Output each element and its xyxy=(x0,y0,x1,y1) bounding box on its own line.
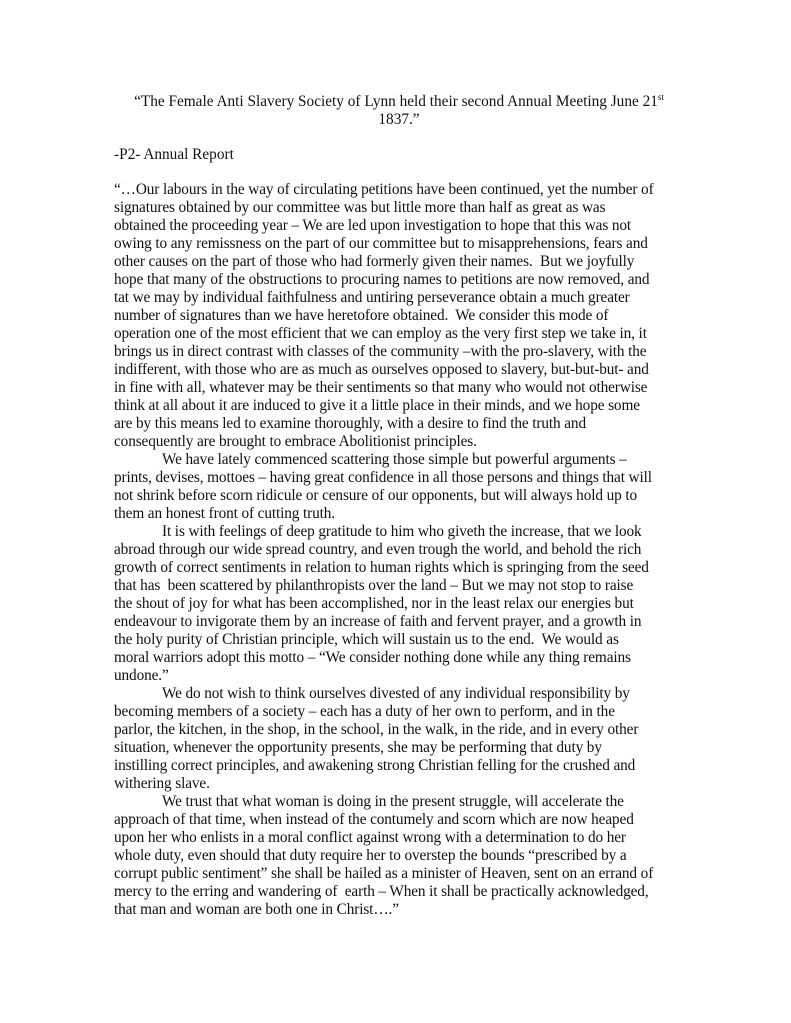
text-line: becoming members of a society – each has a duty of her own to perform, and in the xyxy=(114,703,615,720)
text-line: the shout of joy for what has been accomplished, nor in the least relax our energies but xyxy=(114,595,634,612)
text-line: operation one of the most efficient that we can employ as the very first step we take in, it xyxy=(114,325,647,342)
text-line: hope that many of the obstructions to procuring names to petitions are now removed, and xyxy=(114,271,650,288)
text-line: them an honest front of cutting truth. xyxy=(114,505,336,522)
text-line: We have lately commenced scattering those simple but powerful arguments – xyxy=(162,451,627,468)
text-line: undone.” xyxy=(114,667,169,684)
text-line: whole duty, even should that duty require her to overstep the bounds “prescribed by a xyxy=(114,847,627,864)
document-title xyxy=(114,93,684,129)
text-line: the holy purity of Christian principle, which will sustain us to the end. We would as xyxy=(114,631,619,648)
text-line: consequently are brought to embrace Abolitionist principles. xyxy=(114,433,477,450)
text-line: in fine with all, whatever may be their sentiments so that many who would not otherwise xyxy=(114,379,648,396)
text-line: corrupt public sentiment” she shall be hailed as a minister of Heaven, sent on an errand of xyxy=(114,865,654,882)
paragraph-3 xyxy=(114,523,684,685)
text-line: obtained the proceeding year – We are led upon investigation to hope that this was not xyxy=(114,217,632,234)
text-line: upon her who enlists in a moral conflict against wrong with a determination to do her xyxy=(114,829,626,846)
text-line: growth of correct sentiments in relation to human rights which is springing from the seed xyxy=(114,559,649,576)
section-heading: -P2- Annual Report xyxy=(114,146,234,163)
text-line: situation, whenever the opportunity presents, she may be performing that duty by xyxy=(114,739,602,756)
text-line: withering slave. xyxy=(114,775,210,792)
title-line-1: “The Female Anti Slavery Society of Lynn held their second Annual Meeting June 21 xyxy=(134,93,658,110)
title-line-2: 1837.” xyxy=(378,111,420,128)
text-line: We trust that what woman is doing in the present struggle, will accelerate the xyxy=(162,793,624,810)
text-line: abroad through our wide spread country, and even trough the world, and behold the rich xyxy=(114,541,642,558)
text-line: number of signatures than we have heretofore obtained. We consider this mode of xyxy=(114,307,609,324)
text-line: prints, devises, mottoes – having great confidence in all those persons and things that will xyxy=(114,469,652,486)
paragraph-2 xyxy=(114,451,684,523)
paragraph-1 xyxy=(114,181,684,451)
text-line: other causes on the part of those who had formerly given their names. But we joyfully xyxy=(114,253,635,270)
text-line: think at all about it are induced to give it a little place in their minds, and we hope some xyxy=(114,397,640,414)
text-line: signatures obtained by our committee was but little more than half as great as was xyxy=(114,199,606,216)
text-line: that has been scattered by philanthropists over the land – But we may not stop to raise xyxy=(114,577,634,594)
text-line: It is with feelings of deep gratitude to him who giveth the increase, that we look xyxy=(162,523,642,540)
text-line: moral warriors adopt this motto – “We consider nothing done while any thing remains xyxy=(114,649,631,666)
text-line: We do not wish to think ourselves divested of any individual responsibility by xyxy=(162,685,630,702)
text-line: approach of that time, when instead of the contumely and scorn which are now heaped xyxy=(114,811,634,828)
text-line: indifferent, with those who are as much as ourselves opposed to slavery, but-but-but- and xyxy=(114,361,649,378)
paragraph-5 xyxy=(114,793,684,919)
text-line: not shrink before scorn ridicule or censure of our opponents, but will always hold up to xyxy=(114,487,638,504)
text-line: endeavour to invigorate them by an increase of faith and fervent prayer, and a growth in xyxy=(114,613,642,630)
text-line: instilling correct principles, and awakening strong Christian felling for the crushed and xyxy=(114,757,636,774)
text-line: mercy to the erring and wandering of earth – When it shall be practically acknowledged, xyxy=(114,883,649,900)
text-line: parlor, the kitchen, in the shop, in the school, in the walk, in the ride, and in every other xyxy=(114,721,639,738)
text-line: tat we may by individual faithfulness and untiring perseverance obtain a much greater xyxy=(114,289,630,306)
text-line: brings us in direct contrast with classes of the community –with the pro-slavery, with the xyxy=(114,343,647,360)
text-line: “…Our labours in the way of circulating petitions have been continued, yet the number of xyxy=(114,181,654,198)
report-body xyxy=(114,181,684,919)
text-line: owing to any remissness on the part of our committee but to misapprehensions, fears and xyxy=(114,235,648,252)
paragraph-4 xyxy=(114,685,684,793)
title-superscript: st xyxy=(657,91,664,102)
document-page xyxy=(114,93,684,919)
text-line: that man and woman are both one in Christ….” xyxy=(114,901,399,918)
text-line: are by this means led to examine thoroughly, with a desire to find the truth and xyxy=(114,415,586,432)
